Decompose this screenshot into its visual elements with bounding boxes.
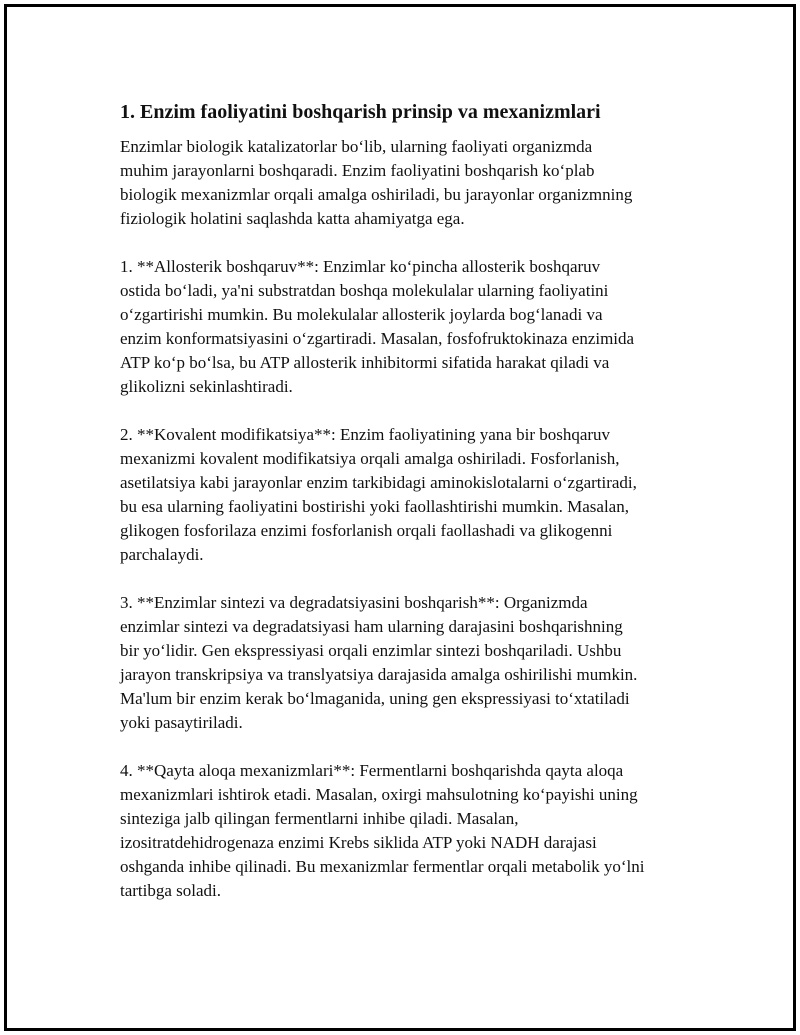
- paragraph-line: tartibga soladi.: [120, 881, 222, 900]
- paragraph-line: bir yo‘lidir. Gen ekspressiyasi orqali enzimlar sintezi boshqariladi. Ushbu: [120, 641, 622, 660]
- paragraph-line: mexanizmi kovalent modifikatsiya orqali amalga oshiriladi. Fosforlanish,: [120, 449, 620, 468]
- paragraph-line: Enzimlar biologik katalizatorlar bo‘lib, ularning faoliyati organizmda: [120, 137, 593, 156]
- paragraph-line: fiziologik holatini saqlashda katta ahamiyatga ega.: [120, 209, 465, 228]
- paragraph-line: parchalaydi.: [120, 545, 204, 564]
- paragraph-line: oshganda inhibe qilinadi. Bu mexanizmlar fermentlar orqali metabolik yo‘lni: [120, 857, 645, 876]
- paragraph-line: 1. **Allosterik boshqaruv**: Enzimlar ko‘pincha allosterik boshqaruv: [120, 257, 601, 276]
- synthesis-paragraph: [120, 591, 710, 735]
- paragraph-line: bu esa ularning faoliyatini bostirishi yoki faollashtirishi mumkin. Masalan,: [120, 497, 629, 516]
- paragraph-line: enzim konformatsiyasini o‘zgartiradi. Masalan, fosfofruktokinaza enzimida: [120, 329, 635, 348]
- paragraph-line: mexanizmlari ishtirok etadi. Masalan, oxirgi mahsulotning ko‘payishi uning: [120, 785, 638, 804]
- paragraph-line: o‘zgartirishi mumkin. Bu molekulalar allosterik joylarda bog‘lanadi va: [120, 305, 603, 324]
- intro-paragraph: [120, 135, 710, 231]
- paragraph-line: ostida bo‘ladi, ya'ni substratdan boshqa molekulalar ularning faoliyatini: [120, 281, 609, 300]
- feedback-paragraph: [120, 759, 710, 903]
- paragraph-line: enzimlar sintezi va degradatsiyasi ham ularning darajasini boshqarishning: [120, 617, 623, 636]
- paragraph-line: yoki pasaytiriladi.: [120, 713, 243, 732]
- paragraph-line: izositratdehidrogenaza enzimi Krebs siklida ATP yoki NADH darajasi: [120, 833, 597, 852]
- paragraph-line: biologik mexanizmlar orqali amalga oshiriladi, bu jarayonlar organizmning: [120, 185, 633, 204]
- paragraph-line: ATP ko‘p bo‘lsa, bu ATP allosterik inhibitormi sifatida harakat qiladi va: [120, 353, 610, 372]
- paragraph-line: jarayon transkripsiya va translyatsiya darajasida amalga oshirilishi mumkin.: [120, 665, 638, 684]
- paragraph-line: 3. **Enzimlar sintezi va degradatsiyasini boshqarish**: Organizmda: [120, 593, 588, 612]
- document-body: [120, 99, 710, 927]
- paragraph-line: Ma'lum bir enzim kerak bo‘lmaganida, uning gen ekspressiyasi to‘xtatiladi: [120, 689, 630, 708]
- allosteric-paragraph: [120, 255, 710, 399]
- paragraph-line: muhim jarayonlarni boshqaradi. Enzim faoliyatini boshqarish ko‘plab: [120, 161, 595, 180]
- paragraph-line: 4. **Qayta aloqa mexanizmlari**: Fermentlarni boshqarishda qayta aloqa: [120, 761, 624, 780]
- page-frame: [4, 4, 796, 1031]
- covalent-paragraph: [120, 423, 710, 567]
- paragraph-line: glikogen fosforilaza enzimi fosforlanish orqali faollashadi va glikogenni: [120, 521, 613, 540]
- paragraph-line: asetilatsiya kabi jarayonlar enzim tarkibidagi aminokislotalarni o‘zgartiradi,: [120, 473, 637, 492]
- paragraph-line: 2. **Kovalent modifikatsiya**: Enzim faoliyatining yana bir boshqaruv: [120, 425, 611, 444]
- document-title: 1. Enzim faoliyatini boshqarish prinsip va mexanizmlari: [120, 101, 601, 123]
- paragraph-line: sinteziga jalb qilingan fermentlarni inhibe qiladi. Masalan,: [120, 809, 519, 828]
- paragraph-line: glikolizni sekinlashtiradi.: [120, 377, 293, 396]
